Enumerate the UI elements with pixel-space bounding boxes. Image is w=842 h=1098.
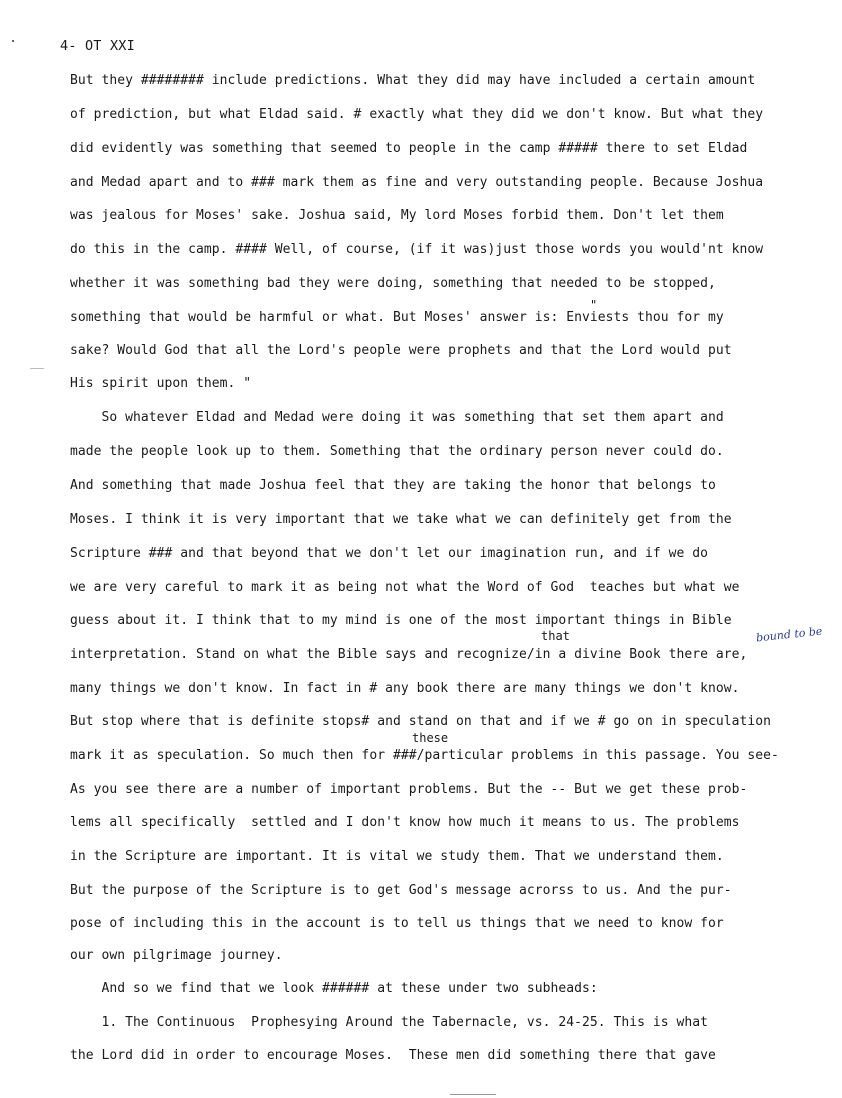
text-line: and Medad apart and to ### mark them as fine and very outstanding people. Because Joshua [70, 175, 764, 190]
text-line: But they ######## include predictions. What they did may have included a certain amount [70, 73, 756, 88]
text-line: the Lord did in order to encourage Moses. These men did something there that gave [70, 1048, 716, 1063]
text-line: of prediction, but what Eldad said. # exactly what they did we don't know. But what they [70, 107, 764, 122]
text-line: guess about it. I think that to my mind is one of the most important things in Bible [70, 613, 732, 628]
interlinear-that: that [541, 629, 570, 643]
ink-speck [12, 40, 14, 42]
text-line: And something that made Joshua feel that they are taking the honor that belongs to [70, 478, 716, 493]
text-line: Scripture ### and that beyond that we don't let our imagination run, and if we do [70, 546, 709, 561]
text-line: 1. The Continuous Prophesying Around the Tabernacle, vs. 24-25. This is what [70, 1015, 709, 1030]
text-line: sake? Would God that all the Lord's people were prophets and that the Lord would put [70, 343, 732, 358]
text-line: whether it was something bad they were doing, something that needed to be stopped, [70, 276, 716, 291]
text-line: lems all specifically settled and I don't know how much it means to us. The problems [70, 815, 740, 830]
text-line: And so we find that we look ###### at these under two subheads: [70, 981, 598, 996]
interlinear-these: these [412, 731, 449, 745]
page-header: 4- OT XXI [60, 38, 135, 54]
text-line: was jealous for Moses' sake. Joshua said, My lord Moses forbid them. Don't let them [70, 208, 724, 223]
text-line: mark it as speculation. So much then for ###/particular problems in this passage. You see- [70, 748, 779, 763]
text-line: But the purpose of the Scripture is to get God's message acrorss to us. And the pur- [70, 883, 732, 898]
text-line: Moses. I think it is very important that we take what we can definitely get from the [70, 512, 732, 527]
ink-speck [30, 368, 44, 369]
text-line: did evidently was something that seemed to people in the camp ##### there to set Eldad [70, 141, 748, 156]
text-line: interpretation. Stand on what the Bible says and recognize/in a divine Book there are, [70, 647, 748, 662]
text-line: something that would be harmful or what. But Moses' answer is: Enviests thou for my [70, 310, 724, 325]
text-line: His spirit upon them. " [70, 376, 252, 391]
text-line: So whatever Eldad and Medad were doing it was something that set them apart and [70, 410, 724, 425]
handwritten-margin-note: bound to be [755, 624, 823, 645]
text-line: we are very careful to mark it as being not what the Word of God teaches but what we [70, 580, 740, 595]
text-line: As you see there are a number of important problems. But the -- But we get these prob- [70, 782, 748, 797]
text-line: do this in the camp. #### Well, of course, (if it was)just those words you would'nt know [70, 242, 764, 257]
text-line: pose of including this in the account is to tell us things that we need to know for [70, 916, 724, 931]
interlinear-quote-mark: " [590, 298, 598, 312]
text-line: made the people look up to them. Something that the ordinary person never could do. [70, 444, 724, 459]
text-line: in the Scripture are important. It is vital we study them. That we understand them. [70, 849, 724, 864]
text-line: many things we don't know. In fact in # any book there are many things we don't know. [70, 681, 740, 696]
scan-artifact-line [450, 1094, 496, 1095]
text-line: But stop where that is definite stops# and stand on that and if we # go on in speculation [70, 714, 772, 729]
text-line: our own pilgrimage journey. [70, 948, 283, 963]
